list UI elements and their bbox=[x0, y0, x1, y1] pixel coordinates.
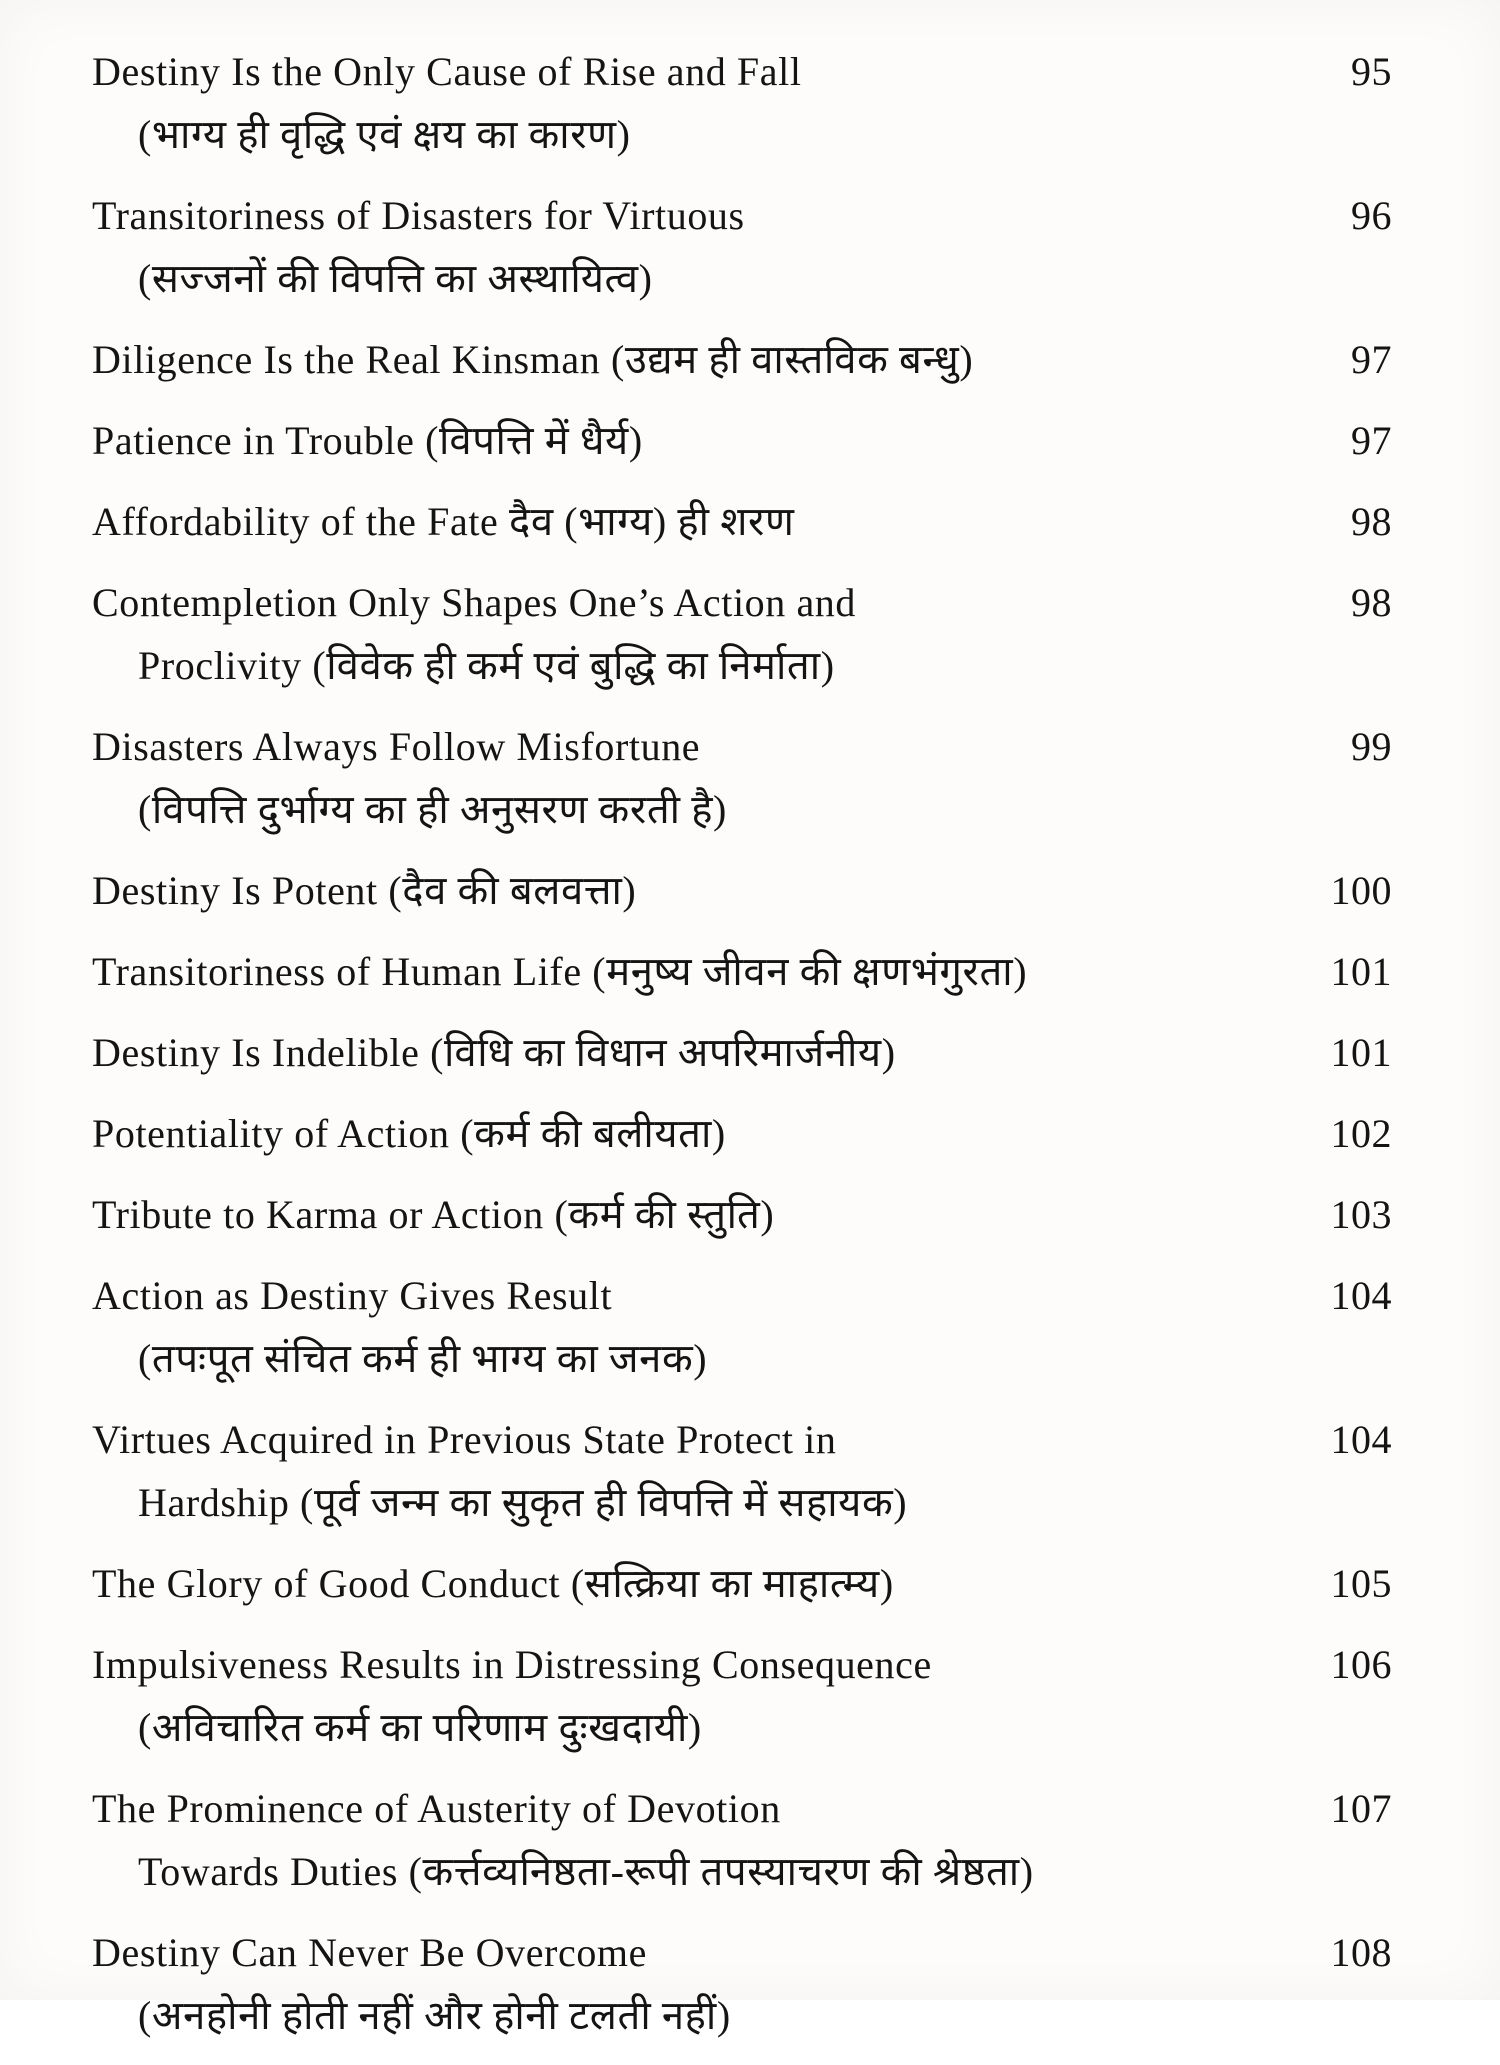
toc-entry-page-number: 102 bbox=[1330, 1111, 1392, 1156]
toc-entry-text bbox=[92, 1102, 1282, 1165]
toc-entry-subtitle: Hardship (पूर्व जन्म का सुकृत ही विपत्ति में सहायक) bbox=[138, 1480, 908, 1525]
toc-entry-page-number: 104 bbox=[1330, 1417, 1392, 1462]
toc-entry-text bbox=[92, 1552, 1282, 1615]
toc-entry-page-number: 99 bbox=[1351, 724, 1392, 769]
toc-entry-page-number: 103 bbox=[1330, 1192, 1392, 1237]
toc-entry bbox=[92, 1921, 1392, 2047]
toc-entry-page-number: 107 bbox=[1330, 1786, 1392, 1831]
toc-entry-text bbox=[92, 859, 1282, 922]
toc-entry-title: Destiny Is Indelible (विधि का विधान अपरिमार्जनीय) bbox=[92, 1030, 896, 1075]
toc-entry-text bbox=[92, 1021, 1282, 1084]
toc-entry-text bbox=[92, 490, 1282, 553]
toc-entry-text bbox=[92, 328, 1282, 391]
toc-entry-subtitle: (सज्जनों की विपत्ति का अस्थायित्व) bbox=[138, 256, 653, 301]
toc-entry-title: Tribute to Karma or Action (कर्म की स्तुति) bbox=[92, 1192, 775, 1237]
toc-entry-page-number: 98 bbox=[1351, 580, 1392, 625]
toc-entry-text bbox=[92, 571, 1282, 697]
toc-entry bbox=[92, 1408, 1392, 1534]
toc-entry bbox=[92, 1777, 1392, 1903]
toc-entry-page-number: 104 bbox=[1330, 1273, 1392, 1318]
toc-entry bbox=[92, 1102, 1392, 1165]
toc-entry-page-number: 105 bbox=[1330, 1561, 1392, 1606]
toc-entry-subtitle: (भाग्य ही वृद्धि एवं क्षय का कारण) bbox=[138, 112, 631, 157]
toc-entry-text bbox=[92, 40, 1282, 166]
toc-entry bbox=[92, 1183, 1392, 1246]
toc-entry-title: Diligence Is the Real Kinsman (उद्यम ही वास्तविक बन्धु) bbox=[92, 337, 974, 382]
toc-entry-text bbox=[92, 1264, 1282, 1390]
toc-entry bbox=[92, 859, 1392, 922]
toc-entry bbox=[92, 1633, 1392, 1759]
toc-entry-page-number: 108 bbox=[1330, 1930, 1392, 1975]
toc-entry-title: Contempletion Only Shapes One’s Action and bbox=[92, 580, 857, 625]
toc-entry-page-number: 98 bbox=[1351, 499, 1392, 544]
toc-entry-page-number: 100 bbox=[1330, 868, 1392, 913]
toc-entry bbox=[92, 184, 1392, 310]
toc-entry-title: Virtues Acquired in Previous State Protect in bbox=[92, 1417, 837, 1462]
toc-entry-subtitle: Proclivity (विवेक ही कर्म एवं बुद्धि का निर्माता) bbox=[138, 643, 835, 688]
toc-entry-page-number: 95 bbox=[1351, 49, 1392, 94]
toc-entry-subtitle: Towards Duties (कर्त्तव्यनिष्ठता-रूपी तपस्याचरण की श्रेष्ठता) bbox=[138, 1849, 1034, 1894]
toc-entry-title: Affordability of the Fate दैव (भाग्य) ही शरण bbox=[92, 499, 795, 544]
toc-entry-text bbox=[92, 1777, 1282, 1903]
toc-entry bbox=[92, 409, 1392, 472]
toc-entry-text bbox=[92, 1183, 1282, 1246]
toc-entry-text bbox=[92, 1408, 1282, 1534]
toc-entry-title: Transitoriness of Disasters for Virtuous bbox=[92, 193, 745, 238]
toc-entry-subtitle: (तपःपूत संचित कर्म ही भाग्य का जनक) bbox=[138, 1336, 708, 1381]
toc-entry bbox=[92, 1021, 1392, 1084]
toc-entry-title: Action as Destiny Gives Result bbox=[92, 1273, 613, 1318]
toc-entry bbox=[92, 1264, 1392, 1390]
toc-entry-title: The Prominence of Austerity of Devotion bbox=[92, 1786, 781, 1831]
toc-entry bbox=[92, 571, 1392, 697]
toc-entry-text bbox=[92, 184, 1282, 310]
toc-entry-subtitle: (विपत्ति दुर्भाग्य का ही अनुसरण करती है) bbox=[138, 787, 727, 832]
toc-entry-title: Destiny Is Potent (दैव की बलवत्ता) bbox=[92, 868, 637, 913]
toc-entry-title: Destiny Can Never Be Overcome bbox=[92, 1930, 647, 1975]
toc-entry-title: The Glory of Good Conduct (सत्क्रिया का माहात्म्य) bbox=[92, 1561, 894, 1606]
toc-entry-page-number: 101 bbox=[1330, 1030, 1392, 1075]
toc-entry-title: Impulsiveness Results in Distressing Consequence bbox=[92, 1642, 932, 1687]
toc-entry-text bbox=[92, 409, 1282, 472]
toc-entry-title: Destiny Is the Only Cause of Rise and Fall bbox=[92, 49, 802, 94]
toc-entry-title: Disasters Always Follow Misfortune bbox=[92, 724, 701, 769]
toc-entry-page-number: 101 bbox=[1330, 949, 1392, 994]
toc-entry-title: Transitoriness of Human Life (मनुष्य जीवन की क्षणभंगुरता) bbox=[92, 949, 1028, 994]
toc-entry-title: Patience in Trouble (विपत्ति में धैर्य) bbox=[92, 418, 643, 463]
toc-entry bbox=[92, 40, 1392, 166]
toc-entry-page-number: 96 bbox=[1351, 193, 1392, 238]
toc-entry bbox=[92, 940, 1392, 1003]
toc-entry bbox=[92, 1552, 1392, 1615]
toc-entry-text bbox=[92, 940, 1282, 1003]
toc-entry bbox=[92, 715, 1392, 841]
toc-entry-text bbox=[92, 1633, 1282, 1759]
toc-entry-subtitle: (अविचारित कर्म का परिणाम दुःखदायी) bbox=[138, 1705, 702, 1750]
toc-entry bbox=[92, 328, 1392, 391]
table-of-contents bbox=[92, 40, 1392, 2065]
toc-entry-text bbox=[92, 715, 1282, 841]
toc-entry-text bbox=[92, 1921, 1282, 2047]
toc-entry-title: Potentiality of Action (कर्म की बलीयता) bbox=[92, 1111, 726, 1156]
toc-entry-subtitle: (अनहोनी होती नहीं और होनी टलती नहीं) bbox=[138, 1993, 731, 2038]
toc-entry bbox=[92, 490, 1392, 553]
toc-entry-page-number: 97 bbox=[1351, 418, 1392, 463]
toc-entry-page-number: 97 bbox=[1351, 337, 1392, 382]
toc-entry-page-number: 106 bbox=[1330, 1642, 1392, 1687]
